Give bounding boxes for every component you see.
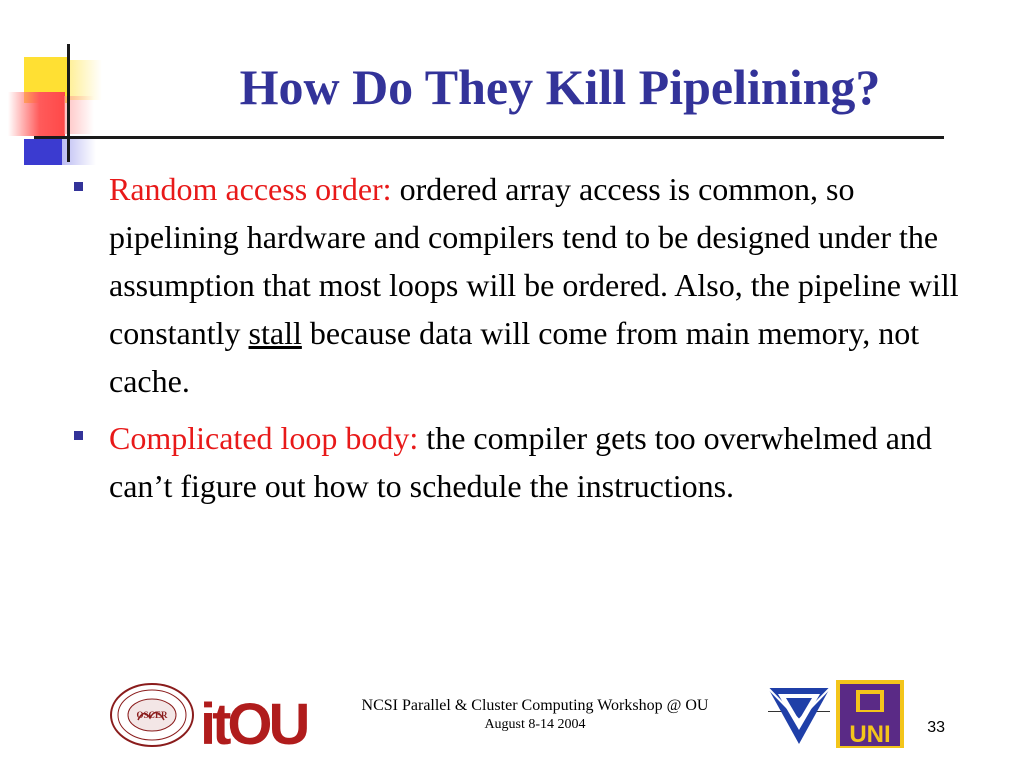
oscer-logo-text: OSCER [136, 710, 168, 720]
bullet-lead-text: Random access order: [109, 171, 392, 207]
itou-logo [198, 686, 307, 757]
decor-blue-square [24, 139, 62, 165]
bullet-body-text: the compiler gets too overwhelmed and can’t figure out how to schedule the instructions. [109, 420, 932, 504]
bullet-square-icon [74, 182, 83, 191]
bullet-item [68, 414, 968, 510]
footer-date: August 8-14 2004 [484, 717, 586, 732]
decor-red-square [8, 92, 65, 136]
footer-workshop-title: NCSI Parallel & Cluster Computing Workshop @ OU [361, 697, 709, 714]
bullet-text [109, 171, 959, 399]
bullet-body-text: because data will come from main memory, not cache. [109, 315, 920, 399]
corner-decoration [0, 0, 140, 170]
decor-vertical-line [67, 44, 70, 162]
bullet-body-text: ordered array access is common, so pipelining hardware and compilers tend to be designed under the assumption that most loops will be ordered. Also, the pipeline will constantly [109, 171, 959, 351]
oscer-logo [108, 682, 196, 748]
underlined-term: stall [248, 315, 302, 351]
bullet-item [68, 165, 968, 405]
triangle-logo [764, 684, 834, 748]
footer-text [300, 696, 770, 734]
uni-logo-text: UNI [849, 721, 891, 748]
slide-title: How Do They Kill Pipelining? [239, 59, 881, 115]
bullet-list [68, 165, 968, 519]
decor-yellow-glow [66, 60, 102, 100]
bullet-square-icon [74, 431, 83, 440]
title-underline-rule [34, 136, 944, 139]
itou-logo-text: itOU [200, 692, 307, 757]
slide-number: 33 [927, 719, 945, 736]
bullet-text [109, 420, 932, 504]
bullet-lead-text: Complicated loop body: [109, 420, 419, 456]
uni-logo [836, 680, 904, 748]
